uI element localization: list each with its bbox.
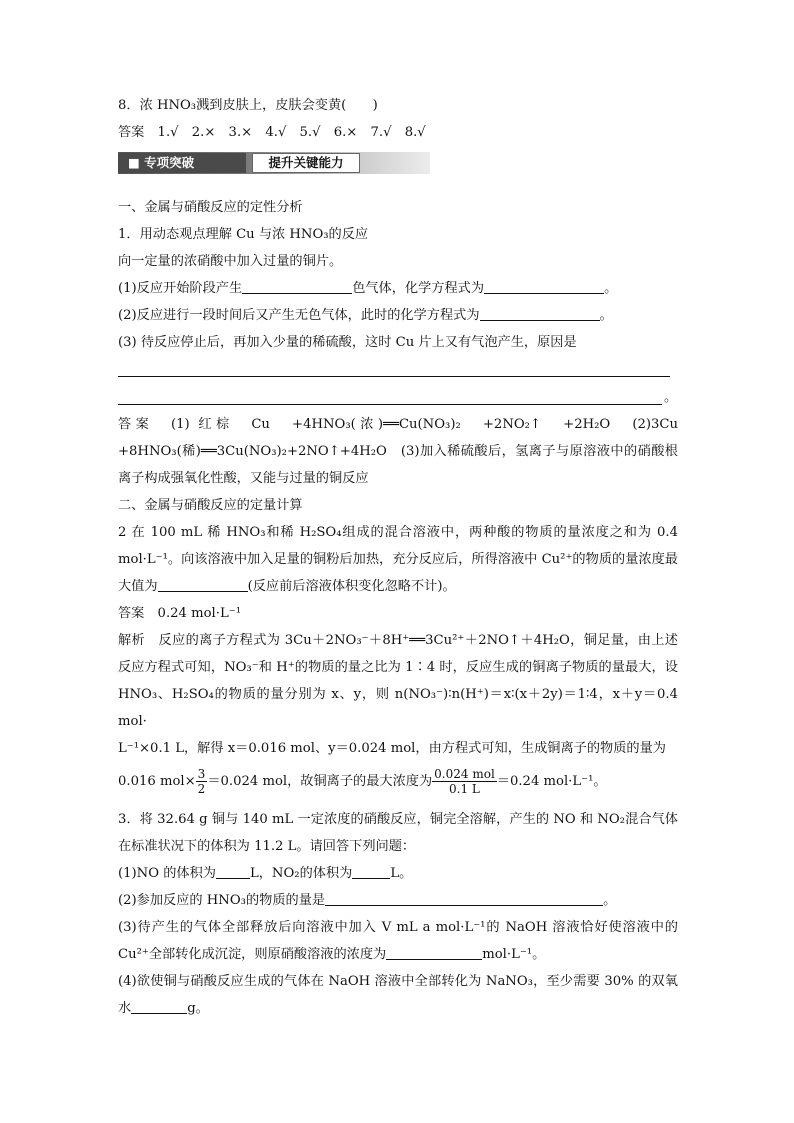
q1-part2-b: 。 — [599, 308, 613, 323]
answer-line-row — [118, 384, 678, 411]
q1-answer: 答案 (1) 红棕 Cu +4HNO₃(浓)══Cu(NO₃)₂ +2NO₂↑ +2H₂O (2)3Cu +8HNO₃(稀)══3Cu(NO₃)₂+2NO↑+4H₂O (3)加入稀硫酸后，氢离子与原溶液中的硝酸根离子构成强氧化性酸，又能与过量的铜反应 — [118, 417, 692, 486]
section2-title: 二、金属与硝酸反应的定量计算 — [118, 498, 303, 513]
section1-title: 一、金属与硝酸反应的定性分析 — [118, 200, 303, 215]
section-banner — [118, 152, 678, 174]
fraction-numerator: 3 — [197, 767, 206, 781]
q1-part1-c: 。 — [604, 281, 618, 296]
q1-part1-a: (1)反应开始阶段产生 — [118, 281, 243, 296]
fraction-3-over-2 — [196, 767, 208, 796]
answer-blank — [352, 864, 390, 879]
answer-blank — [480, 306, 600, 321]
answer-blank — [158, 577, 248, 592]
q1-part2-a: (2)反应进行一段时间后又产生无色气体，此时的化学方程式为 — [118, 308, 480, 323]
q1-part3: (3) 待反应停止后，再加入少量的稀硫酸，这时 Cu 片上又有气泡产生，原因是 — [118, 335, 577, 350]
q1-part1-b: 色气体，化学方程式为 — [352, 281, 485, 296]
q1-part2 — [118, 302, 678, 329]
q3-part3-a: (3)待产生的气体全部释放后向溶液中加入 V mL a mol·L⁻¹的 NaOH 溶液恰好使溶液中的 Cu²⁺全部转化成沉淀，则原硝酸溶液的浓度为 — [118, 920, 678, 962]
answer-line — [118, 384, 662, 405]
q3-part1-b: L，NO₂的体积为 — [249, 866, 353, 881]
answer-blank — [484, 279, 604, 294]
q3-part2-b: 。 — [603, 893, 617, 908]
q2-text — [118, 519, 678, 600]
q3-part3 — [118, 914, 678, 968]
question-8: 8．浓 HNO₃溅到皮肤上，皮肤会变黄( ) — [118, 98, 378, 113]
answer-blank — [242, 279, 352, 294]
q2-analysis-2: L⁻¹×0.1 L，解得 x＝0.016 mol、y＝0.024 mol，由方程式可知，生成铜离子的物质的量为 — [118, 741, 666, 756]
answer-blank — [386, 945, 482, 960]
q3-part4-a: (4)欲使铜与硝酸反应生成的气体在 NaOH 溶液中全部转化为 NaNO₃，至少需要 30% 的双氧水 — [118, 974, 678, 1016]
answer-blank — [325, 891, 603, 906]
q2-text-end: (反应前后溶液体积变化忽略不计)。 — [247, 579, 456, 594]
banner-label-right: 提升关键能力 — [252, 153, 360, 173]
q2-answer: 答案 0.24 mol·L⁻¹ — [118, 606, 241, 621]
fraction-concentration — [432, 767, 497, 796]
q1-part1 — [118, 275, 678, 302]
answer-line — [118, 356, 670, 377]
q3-part2-a: (2)参加反应的 HNO₃的物质的量是 — [118, 893, 326, 908]
q1-title: 1．用动态观点理解 Cu 与浓 HNO₃的反应 — [118, 227, 369, 242]
q2-text-main: 2 在 100 mL 稀 HNO₃和稀 H₂SO₄组成的混合溶液中，两种酸的物质的量浓度之和为 0.4 mol·L⁻¹。向该溶液中加入足量的铜粉后加热，充分反应后，所得溶液中 Cu²⁺的物质的量浓度最大值为 — [118, 525, 678, 594]
q2-analysis-3c: ＝0.24 mol·L⁻¹。 — [496, 774, 607, 789]
q3-part4 — [118, 968, 678, 1022]
q1-intro: 向一定量的浓硝酸中加入过量的铜片。 — [118, 254, 343, 269]
q2-analysis-3a: 0.016 mol× — [118, 774, 196, 789]
answer-blank — [131, 999, 187, 1014]
q3-part3-b: mol·L⁻¹。 — [482, 947, 546, 962]
banner-label-left: ■ 专项突破 — [118, 153, 246, 173]
q2-analysis-1: 解析 反应的离子方程式为 3Cu＋2NO₃⁻＋8H⁺══3Cu²⁺＋2NO↑＋4H₂O，铜足量，由上述反应方程式可知，NO₃⁻和 H⁺的物质的量之比为 1∶4 时，反应生成的铜离子物质的量最大，设 HNO₃、H₂SO₄的物质的量分别为 x、y，则 n(NO₃⁻)∶n(H⁺)＝x∶(x＋2y)＝1∶4，x＋y＝0.4 mol· — [118, 633, 678, 729]
q2-analysis-3b: ＝0.024 mol，故铜离子的最大浓度为 — [207, 774, 433, 789]
fraction-denominator: 2 — [197, 782, 206, 796]
q3-part2 — [118, 887, 678, 914]
fraction-numerator: 0.024 mol — [434, 767, 495, 781]
q3-text: 3．将 32.64 g 铜与 140 mL 一定浓度的硝酸反应，铜完全溶解，产生的 NO 和 NO₂混合气体在标准状况下的体积为 11.2 L。请回答下列问题： — [118, 812, 678, 854]
q1-part3-end: 。 — [664, 390, 678, 405]
q3-part1 — [118, 860, 678, 887]
answer-key: 答案 1.√ 2.× 3.× 4.√ 5.√ 6.× 7.√ 8.√ — [118, 125, 426, 140]
q3-part4-b: g。 — [187, 1001, 209, 1016]
q3-part1-a: (1)NO 的体积为 — [118, 866, 216, 881]
q2-analysis-3 — [118, 762, 678, 802]
document-page — [118, 92, 692, 1022]
fraction-denominator: 0.1 L — [449, 782, 480, 796]
answer-blank — [216, 864, 250, 879]
q3-part1-c: L。 — [390, 866, 413, 881]
